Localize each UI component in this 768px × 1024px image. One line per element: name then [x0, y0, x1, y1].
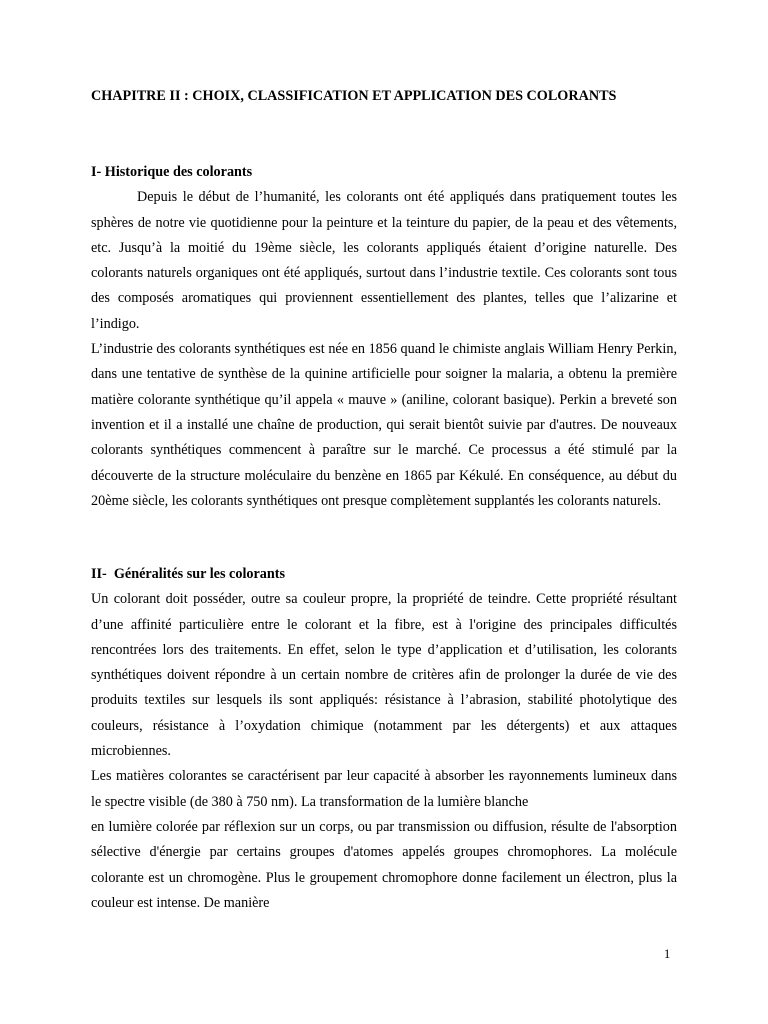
section-heading: I- Historique des colorants — [91, 164, 253, 180]
page-number: 1 — [664, 947, 671, 961]
section-historique — [91, 160, 677, 514]
section-heading: II- Généralités sur les colorants — [91, 566, 286, 582]
paragraph: en lumière colorée par réflexion sur un corps, ou par transmission ou diffusion, résulte de l'absorption sélective d'énergie par certains groupes d'atomes appelés groupes chromophores. La molécule colorante est un chromogène. Plus le groupement chromophore donne facilement un électron, plus la couleur est intense. De manière — [91, 818, 677, 911]
section-generalites — [91, 562, 677, 916]
paragraph: Un colorant doit posséder, outre sa couleur propre, la propriété de teindre. Cette propriété résultant d’une affinité particulière entre le colorant et la fibre, est à l'origine des principales difficultés rencontrées lors des traitements. En effet, selon le type d’application et d’utilisation, les colorants synthétiques doivent répondre à un certain nombre de critères afin de prolonger la durée de vie des produits textiles sur lesquels ils sont appliqués: résistance à l’abrasion, stabilité photolytique des couleurs, résistance à l’oxydation chimique (notamment par les détergents) et aux attaques microbiennes. — [91, 591, 677, 760]
paragraph: Les matières colorantes se caractérisent par leur capacité à absorber les rayonnements lumineux dans le spectre visible (de 380 à 750 nm). La transformation de la lumière blanche — [91, 768, 677, 810]
paragraph: L’industrie des colorants synthétiques est née en 1856 quand le chimiste anglais William Henry Perkin, dans une tentative de synthèse de la quinine artificielle pour soigner la malaria, a obtenu la première matière colorante synthétique qu’il appela « mauve » (aniline, colorant basique). Perkin a breveté son invention et il a installé une chaîne de production, qui serait bientôt suivie par d'autres. De nouveaux colorants synthétiques commencent à paraître sur le marché. Ce processus a été stimulé par la découverte de la structure moléculaire du benzène en 1865 par Kékulé. En conséquence, au début du 20ème siècle, les colorants synthétiques ont presque complètement supplantés les colorants naturels. — [91, 341, 677, 509]
paragraph: Depuis le début de l’humanité, les colorants ont été appliqués dans pratiquement toutes les sphères de notre vie quotidienne pour la peinture et la teinture du papier, de la peau et des vêtements, etc. Jusqu’à la moitié du 19ème siècle, les colorants appliqués étaient d’origine naturelle. Des colorants naturels organiques ont été appliqués, surtout dans l’industrie textile. Ces colorants sont tous des composés aromatiques qui proviennent essentiellement des plantes, telles que l’alizarine et l’indigo. — [91, 189, 677, 332]
chapter-title: CHAPITRE II : CHOIX, CLASSIFICATION ET APPLICATION DES COLORANTS — [91, 88, 617, 104]
